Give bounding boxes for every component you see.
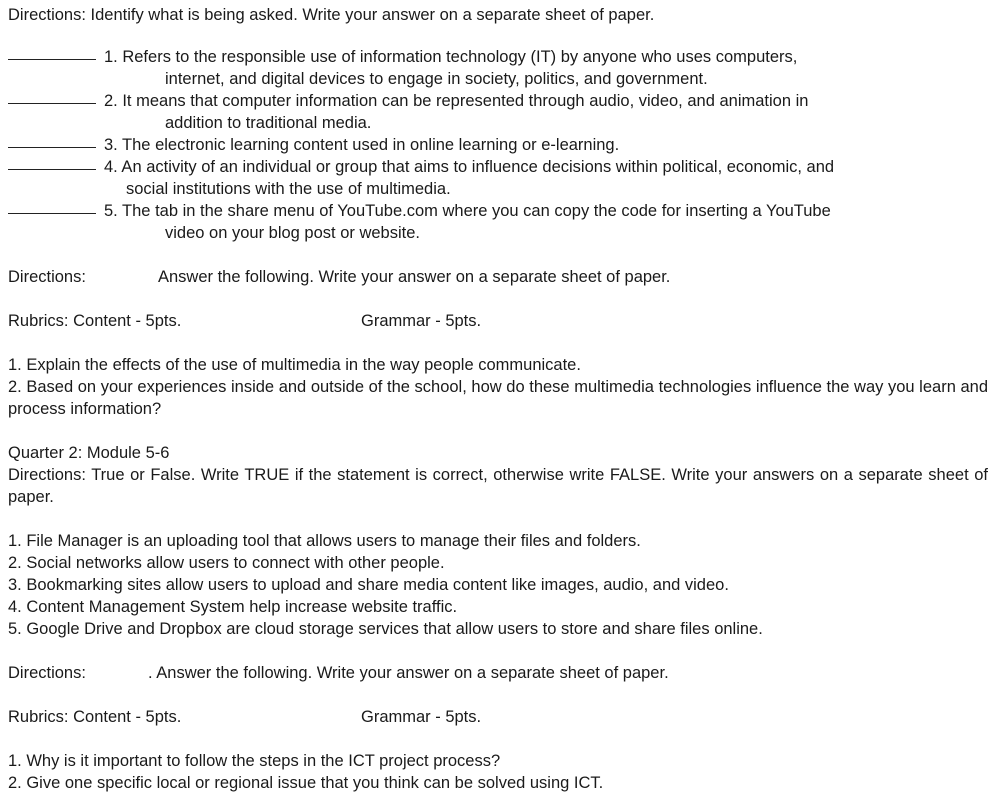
directions-identify: Directions: Identify what is being asked. Write your answer on a separate sheet of paper. (8, 6, 655, 24)
list-item: 2. Social networks allow users to connect with other people. (8, 554, 445, 572)
spacer (8, 508, 988, 530)
directions-true-false: Directions: True or False. Write TRUE if the statement is correct, otherwise write FALSE. Write your answers on a separate sheet of paper. (8, 466, 988, 506)
answer-blank[interactable] (8, 134, 96, 148)
identify-item: 1. Refers to the responsible use of information technology (IT) by anyone who uses computers, internet, and digital devices to engage in society, politics, and government. (8, 46, 988, 90)
spacer (8, 420, 988, 442)
directions-essay-2: Directions: . Answer the following. Write your answer on a separate sheet of paper. (8, 664, 669, 682)
list-item: 5. Google Drive and Dropbox are cloud storage services that allow users to store and share files online. (8, 620, 763, 638)
spacer (8, 728, 988, 750)
directions-essay-1: Directions: Answer the following. Write your answer on a separate sheet of paper. (8, 268, 671, 286)
spacer (8, 288, 988, 310)
spacer (8, 26, 988, 46)
rubrics-2: Rubrics: Content - 5pts. Grammar - 5pts. (8, 708, 482, 726)
identify-item: 3. The electronic learning content used in online learning or e-learning. (8, 134, 988, 156)
list-item: 1. File Manager is an uploading tool that allows users to manage their files and folders. (8, 532, 641, 550)
answer-blank[interactable] (8, 156, 96, 170)
essay-list-1 (8, 354, 988, 420)
identify-item: 4. An activity of an individual or group that aims to influence decisions within political, economic, and social institutions with the use of multimedia. (8, 156, 988, 200)
list-item: 2. Give one specific local or regional issue that you think can be solved using ICT. (8, 774, 604, 792)
essay-list-2 (8, 750, 988, 794)
answer-blank[interactable] (8, 46, 96, 60)
true-false-list (8, 530, 988, 640)
identify-item: 5. The tab in the share menu of YouTube.com where you can copy the code for inserting a YouTube video on your blog post or website. (8, 200, 988, 244)
answer-blank[interactable] (8, 200, 96, 214)
list-item: 4. Content Management System help increase website traffic. (8, 598, 458, 616)
spacer (8, 684, 988, 706)
answer-blank[interactable] (8, 90, 96, 104)
rubrics-1: Rubrics: Content - 5pts. Grammar - 5pts. (8, 312, 482, 330)
list-item: 2. Based on your experiences inside and outside of the school, how do these multimedia technologies influence the way you learn and process information? (8, 378, 988, 418)
identify-list (8, 46, 988, 244)
spacer (8, 332, 988, 354)
spacer (8, 244, 988, 266)
worksheet-page (8, 4, 988, 794)
list-item: 3. Bookmarking sites allow users to upload and share media content like images, audio, and video. (8, 576, 729, 594)
spacer (8, 640, 988, 662)
list-item: 1. Explain the effects of the use of multimedia in the way people communicate. (8, 356, 581, 374)
module-title: Quarter 2: Module 5-6 (8, 444, 170, 462)
identify-item: 2. It means that computer information can be represented through audio, video, and animation in addition to traditional media. (8, 90, 988, 134)
list-item: 1. Why is it important to follow the steps in the ICT project process? (8, 752, 501, 770)
